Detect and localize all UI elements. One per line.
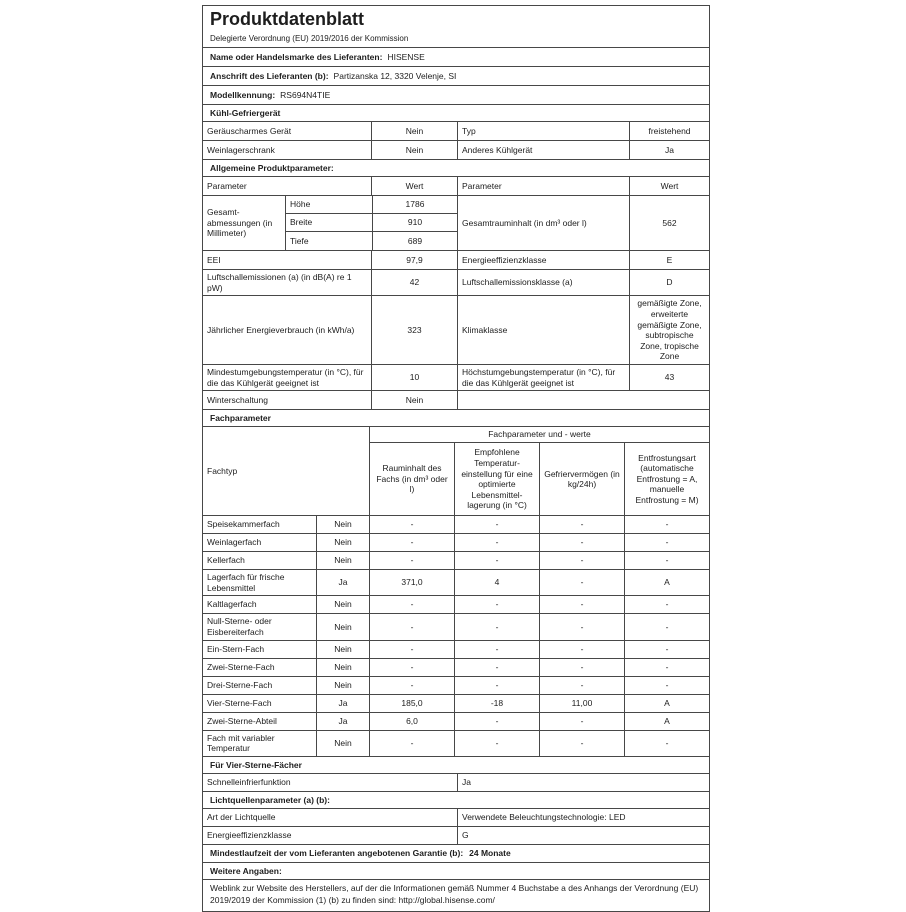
compartment-row bbox=[203, 614, 709, 640]
param-value: D bbox=[629, 270, 709, 295]
column-header: Entfrostungsart (automatische Entfrostung = A, manuelle Entfrostung = M) bbox=[624, 443, 709, 515]
section-four-star: Für Vier-Sterne-Fächer bbox=[203, 757, 709, 774]
compartment-present: Nein bbox=[316, 614, 369, 639]
param-label: Art der Lichtquelle bbox=[207, 811, 276, 822]
compartment-defrost: A bbox=[624, 695, 709, 712]
compartment-volume: - bbox=[369, 641, 454, 658]
compartment-temp: 4 bbox=[454, 570, 539, 595]
compartment-volume: - bbox=[369, 596, 454, 613]
section-compartment-parameters: Fachparameter bbox=[203, 410, 709, 427]
column-header: Gefriervermögen (in kg/24h) bbox=[539, 443, 624, 515]
compartment-defrost: - bbox=[624, 641, 709, 658]
section-general-parameters: Allgemeine Produktparameter: bbox=[203, 160, 709, 177]
param-label: Weinlagerschrank bbox=[207, 144, 275, 155]
compartment-temp: - bbox=[454, 596, 539, 613]
dimension-value: 1786 bbox=[372, 196, 457, 213]
light-source-row bbox=[203, 809, 709, 827]
general-header-row bbox=[203, 177, 709, 196]
compartment-name: Ein-Stern-Fach bbox=[207, 643, 265, 654]
dimensions-subtable bbox=[285, 196, 457, 250]
column-header: Rauminhalt des Fachs (in dm³ oder l) bbox=[376, 463, 448, 495]
param-label: Energieeffizienzklasse bbox=[457, 251, 629, 269]
column-header: Parameter bbox=[457, 177, 629, 195]
param-value: 43 bbox=[629, 365, 709, 390]
compartment-freeze: - bbox=[539, 659, 624, 676]
compartment-row bbox=[203, 516, 709, 534]
section-device-type: Kühl-Gefriergerät bbox=[203, 105, 709, 122]
general-row bbox=[203, 251, 709, 270]
compartment-name: Speisekammerfach bbox=[207, 519, 280, 530]
param-label: Luftschallemissionen (a) (in dB(A) re 1 pW) bbox=[207, 272, 352, 293]
supplier-name-row bbox=[203, 48, 709, 67]
general-row bbox=[203, 365, 709, 391]
dimensions-row bbox=[203, 196, 709, 251]
compartment-name: Fach mit variabler Temperatur bbox=[207, 732, 275, 754]
supplier-address-value: Partizanska 12, 3320 Velenje, SI bbox=[333, 71, 457, 81]
param-label: Geräuscharmes Gerät bbox=[207, 125, 292, 136]
dimension-name: Tiefe bbox=[290, 235, 309, 246]
column-header: Wert bbox=[371, 177, 457, 195]
column-header: Wert bbox=[629, 177, 709, 195]
page-title: Produktdatenblatt bbox=[210, 9, 365, 29]
compartment-volume: - bbox=[369, 659, 454, 676]
param-label: Winterschaltung bbox=[207, 394, 268, 405]
compartment-freeze: - bbox=[539, 614, 624, 639]
compartment-temp: - bbox=[454, 516, 539, 533]
param-label: Typ bbox=[457, 122, 629, 140]
compartment-temp: - bbox=[454, 534, 539, 551]
compartment-volume: 185,0 bbox=[369, 695, 454, 712]
warranty-value: 24 Monate bbox=[469, 847, 511, 858]
compartment-present: Nein bbox=[316, 659, 369, 676]
compartment-group-header: Fachparameter und - werte bbox=[370, 427, 709, 443]
compartment-present: Ja bbox=[316, 695, 369, 712]
compartment-row bbox=[203, 570, 709, 596]
compartment-freeze: - bbox=[539, 731, 624, 756]
light-efficiency-row bbox=[203, 827, 709, 845]
param-label: Jährlicher Energieverbrauch (in kWh/a) bbox=[207, 324, 355, 335]
param-value: Ja bbox=[629, 141, 709, 159]
compartment-volume: 6,0 bbox=[369, 713, 454, 730]
warranty-row bbox=[203, 845, 709, 863]
compartment-temp: -18 bbox=[454, 695, 539, 712]
compartment-name: Drei-Sterne-Fach bbox=[207, 679, 273, 690]
dimension-entry bbox=[286, 196, 457, 214]
compartment-name: Vier-Sterne-Fach bbox=[207, 697, 272, 708]
param-value: 323 bbox=[371, 296, 457, 364]
page-subtitle: Delegierte Verordnung (EU) 2019/2016 der Kommission bbox=[210, 34, 409, 43]
compartment-column-headers bbox=[370, 443, 709, 515]
compartment-type-header: Fachtyp bbox=[207, 465, 238, 476]
column-header: Parameter bbox=[207, 180, 247, 191]
column-header: Empfohlene Temperatur-einstellung für eine optimierte Lebensmittel-lagerung (in °C) bbox=[454, 443, 539, 515]
model-id-label: Modellkennung: bbox=[210, 90, 276, 100]
compartment-row bbox=[203, 641, 709, 659]
supplier-name-value: HISENSE bbox=[387, 52, 425, 62]
total-volume-value: 562 bbox=[629, 196, 709, 250]
section-light-source: Lichtquellenparameter (a) (b): bbox=[203, 792, 709, 809]
param-value: 97,9 bbox=[371, 251, 457, 269]
param-value: 42 bbox=[371, 270, 457, 295]
param-value: Nein bbox=[371, 391, 457, 409]
compartment-values-header bbox=[369, 427, 709, 515]
compartment-present: Nein bbox=[316, 596, 369, 613]
param-label: EEI bbox=[207, 254, 221, 265]
param-label: Anderes Kühlgerät bbox=[457, 141, 629, 159]
compartment-volume: - bbox=[369, 552, 454, 569]
compartment-defrost: - bbox=[624, 534, 709, 551]
compartment-freeze: - bbox=[539, 677, 624, 694]
compartment-temp: - bbox=[454, 731, 539, 756]
param-label: Energieeffizienzklasse bbox=[207, 829, 292, 840]
compartment-volume: - bbox=[369, 731, 454, 756]
compartment-temp: - bbox=[454, 552, 539, 569]
dimensions-label: Gesamt-abmessungen (in Millimeter) bbox=[207, 207, 273, 239]
compartment-present: Nein bbox=[316, 516, 369, 533]
total-volume-label: Gesamtrauminhalt (in dm³ oder l) bbox=[457, 196, 629, 250]
product-datasheet-table bbox=[202, 5, 710, 912]
supplier-address-label: Anschrift des Lieferanten (b): bbox=[210, 71, 329, 81]
warranty-label: Mindestlaufzeit der vom Lieferanten angebotenen Garantie (b): bbox=[210, 847, 464, 858]
param-value: Verwendete Beleuchtungstechnologie: LED bbox=[457, 809, 709, 826]
compartment-freeze: - bbox=[539, 516, 624, 533]
device-row bbox=[203, 141, 709, 160]
compartment-freeze: 11,00 bbox=[539, 695, 624, 712]
param-value: E bbox=[629, 251, 709, 269]
compartment-present: Nein bbox=[316, 552, 369, 569]
compartment-defrost: A bbox=[624, 570, 709, 595]
general-row bbox=[203, 270, 709, 296]
compartment-name: Weinlagerfach bbox=[207, 537, 262, 548]
manufacturer-weblink-text: Weblink zur Website des Herstellers, auf der die Informationen gemäß Nummer 4 Buchstabe a des Anhangs der Verordnung (EU) 2019/2019 der Kommission (1) (b) zu finden sind: http://global.hisense.com/ bbox=[210, 882, 699, 905]
compartment-row bbox=[203, 596, 709, 614]
supplier-address-row bbox=[203, 67, 709, 86]
param-value: Nein bbox=[371, 141, 457, 159]
compartment-row bbox=[203, 677, 709, 695]
compartment-name: Zwei-Sterne-Abteil bbox=[207, 715, 277, 726]
empty-cell bbox=[457, 391, 709, 409]
compartment-present: Nein bbox=[316, 534, 369, 551]
dimension-value: 689 bbox=[372, 232, 457, 250]
compartment-freeze: - bbox=[539, 570, 624, 595]
compartment-freeze: - bbox=[539, 641, 624, 658]
title-block bbox=[203, 6, 709, 48]
compartment-row bbox=[203, 534, 709, 552]
winter-switch-row bbox=[203, 391, 709, 410]
compartment-temp: - bbox=[454, 677, 539, 694]
compartment-defrost: - bbox=[624, 614, 709, 639]
compartment-defrost: - bbox=[624, 731, 709, 756]
param-label: Klimaklasse bbox=[457, 296, 629, 364]
compartment-volume: - bbox=[369, 516, 454, 533]
compartment-defrost: - bbox=[624, 596, 709, 613]
compartment-present: Ja bbox=[316, 713, 369, 730]
section-more-info: Weitere Angaben: bbox=[203, 863, 709, 880]
compartment-temp: - bbox=[454, 713, 539, 730]
model-id-value: RS694N4TIE bbox=[280, 90, 331, 100]
compartment-defrost: - bbox=[624, 516, 709, 533]
general-row bbox=[203, 296, 709, 365]
param-value: G bbox=[457, 827, 709, 844]
dimension-name: Breite bbox=[290, 217, 313, 228]
compartment-present: Nein bbox=[316, 731, 369, 756]
param-label: Mindestumgebungstemperatur (in °C), für die das Kühlgerät geeignet ist bbox=[207, 367, 364, 388]
compartment-volume: 371,0 bbox=[369, 570, 454, 595]
compartment-name: Kellerfach bbox=[207, 555, 245, 566]
compartment-name: Kaltlagerfach bbox=[207, 599, 257, 610]
param-value: freistehend bbox=[629, 122, 709, 140]
compartment-row bbox=[203, 731, 709, 757]
compartment-present: Nein bbox=[316, 677, 369, 694]
param-value: 10 bbox=[371, 365, 457, 390]
compartment-volume: - bbox=[369, 677, 454, 694]
compartment-freeze: - bbox=[539, 534, 624, 551]
device-row bbox=[203, 122, 709, 141]
compartment-table-header bbox=[203, 427, 709, 516]
compartment-row bbox=[203, 713, 709, 731]
compartment-defrost: - bbox=[624, 659, 709, 676]
compartment-present: Ja bbox=[316, 570, 369, 595]
compartment-name: Lagerfach für frische Lebensmittel bbox=[207, 572, 285, 593]
param-label: Höchstumgebungstemperatur (in °C), für die das Kühlgerät geeignet ist bbox=[457, 365, 629, 390]
param-value: Nein bbox=[371, 122, 457, 140]
dimension-value: 910 bbox=[372, 214, 457, 231]
param-value: Ja bbox=[457, 774, 709, 791]
param-value: gemäßigte Zone, erweiterte gemäßigte Zone, subtropische Zone, tropische Zone bbox=[629, 296, 709, 364]
compartment-defrost: - bbox=[624, 677, 709, 694]
compartment-volume: - bbox=[369, 534, 454, 551]
compartment-temp: - bbox=[454, 641, 539, 658]
compartment-defrost: A bbox=[624, 713, 709, 730]
compartment-temp: - bbox=[454, 659, 539, 676]
compartment-name: Null-Sterne- oder Eisbereiterfach bbox=[207, 616, 272, 637]
compartment-name: Zwei-Sterne-Fach bbox=[207, 661, 275, 672]
compartment-volume: - bbox=[369, 614, 454, 639]
compartment-freeze: - bbox=[539, 552, 624, 569]
model-id-row bbox=[203, 86, 709, 105]
dimension-entry bbox=[286, 214, 457, 232]
compartment-freeze: - bbox=[539, 596, 624, 613]
dimension-name: Höhe bbox=[290, 199, 311, 210]
compartment-freeze: - bbox=[539, 713, 624, 730]
dimension-entry bbox=[286, 232, 457, 250]
compartment-row bbox=[203, 552, 709, 570]
compartment-row bbox=[203, 695, 709, 713]
param-label: Luftschallemissionsklasse (a) bbox=[457, 270, 629, 295]
supplier-name-label: Name oder Handelsmarke des Lieferanten: bbox=[210, 52, 383, 62]
compartment-temp: - bbox=[454, 614, 539, 639]
compartment-row bbox=[203, 659, 709, 677]
fast-freeze-row bbox=[203, 774, 709, 792]
compartment-defrost: - bbox=[624, 552, 709, 569]
param-label: Schnelleinfrierfunktion bbox=[207, 776, 291, 787]
compartment-present: Nein bbox=[316, 641, 369, 658]
